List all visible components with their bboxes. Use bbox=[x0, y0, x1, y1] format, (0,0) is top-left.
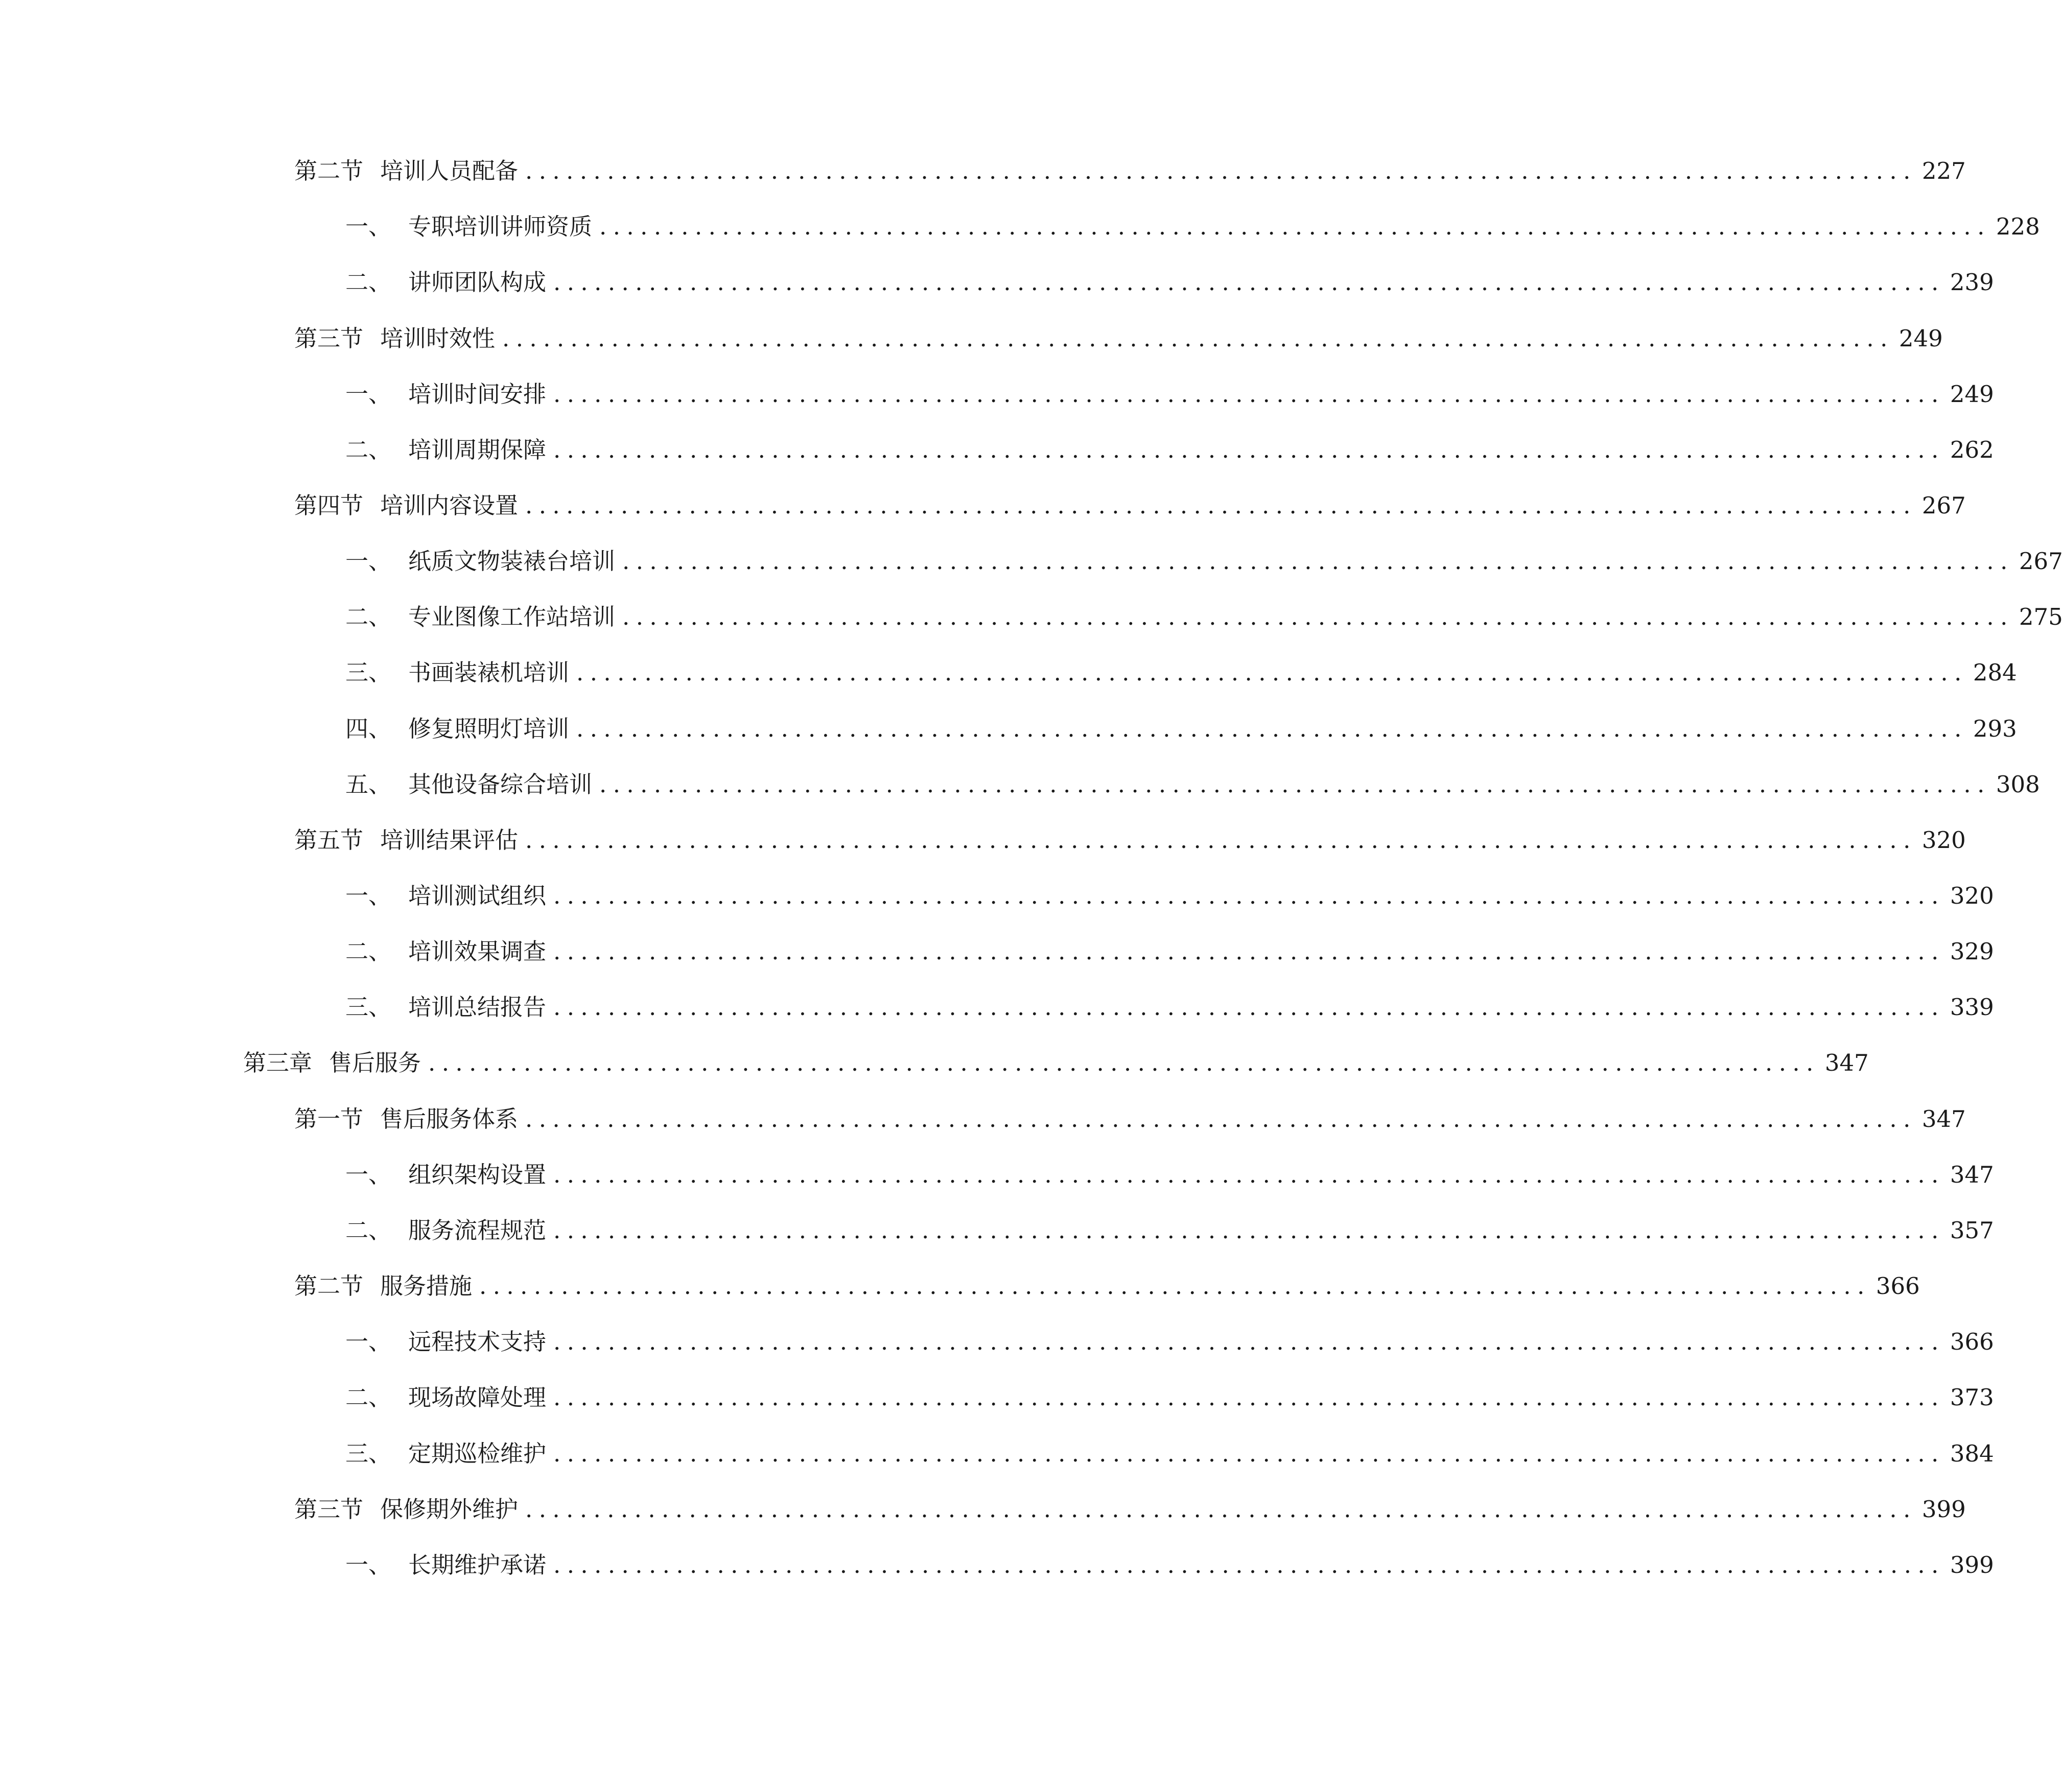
toc-entry-number: 一、 bbox=[345, 381, 392, 408]
toc-entry-number: 三、 bbox=[345, 994, 392, 1021]
toc-entry-page: 293 bbox=[1973, 715, 2017, 742]
toc-entry-title: 修复照明灯培训 bbox=[408, 715, 570, 742]
toc-entry-page: 239 bbox=[1950, 269, 1994, 296]
toc-entry-item[interactable] bbox=[345, 989, 1994, 1025]
toc-entry-title: 其他设备综合培训 bbox=[408, 771, 593, 798]
toc-entry-number: 第五节 bbox=[294, 827, 364, 854]
toc-entry-number: 二、 bbox=[345, 938, 392, 965]
toc-entry-title: 培训时效性 bbox=[380, 325, 496, 352]
toc-entry-item[interactable] bbox=[345, 767, 2040, 803]
toc-entry-title: 书画装裱机培训 bbox=[408, 659, 570, 686]
toc-entry-section[interactable] bbox=[294, 488, 1966, 524]
toc-entry-number: 第二节 bbox=[294, 1272, 364, 1300]
toc-entry-page: 347 bbox=[1921, 1105, 1966, 1133]
toc-entry-chapter[interactable] bbox=[243, 1045, 1869, 1081]
dot-leader: ...................................................................................................... bbox=[553, 882, 1945, 909]
toc-entry-title: 售后服务体系 bbox=[380, 1105, 519, 1133]
toc-entry-item[interactable] bbox=[345, 599, 2063, 635]
toc-entry-number: 三、 bbox=[345, 1440, 392, 1467]
toc-entry-section[interactable] bbox=[294, 1492, 1966, 1527]
dot-leader: ...................................................................................................... bbox=[553, 381, 1945, 408]
dot-leader: ...................................................................................................... bbox=[525, 492, 1917, 519]
toc-entry-page: 373 bbox=[1950, 1384, 1994, 1411]
toc-entry-item[interactable] bbox=[345, 878, 1994, 914]
dot-leader: ...................................................................................................... bbox=[428, 1049, 1820, 1076]
toc-entry-title: 专业图像工作站培训 bbox=[408, 603, 616, 630]
toc-entry-item[interactable] bbox=[345, 1380, 1994, 1416]
toc-entry-number: 第四节 bbox=[294, 492, 364, 519]
dot-leader: ...................................................................................................... bbox=[576, 715, 1968, 742]
dot-leader: ...................................................................................................... bbox=[502, 325, 1894, 352]
dot-leader: ...................................................................................................... bbox=[479, 1272, 1871, 1300]
toc-entry-title: 培训内容设置 bbox=[380, 492, 519, 519]
dot-leader: ...................................................................................................... bbox=[553, 1328, 1945, 1355]
toc-entry-page: 267 bbox=[1921, 492, 1966, 519]
toc-entry-item[interactable] bbox=[345, 544, 2063, 579]
dot-leader: ...................................................................................................... bbox=[553, 1217, 1945, 1244]
toc-entry-item[interactable] bbox=[345, 934, 1994, 970]
dot-leader: ...................................................................................................... bbox=[599, 771, 1991, 798]
toc-entry-item[interactable] bbox=[345, 265, 1994, 300]
toc-entry-title: 保修期外维护 bbox=[380, 1496, 519, 1523]
toc-entry-section[interactable] bbox=[294, 321, 1943, 357]
dot-leader: ...................................................................................................... bbox=[599, 213, 1991, 240]
toc-entry-title: 长期维护承诺 bbox=[408, 1551, 547, 1578]
toc-entry-item[interactable] bbox=[345, 711, 2017, 747]
toc-entry-number: 三、 bbox=[345, 659, 392, 686]
toc-entry-title: 定期巡检维护 bbox=[408, 1440, 547, 1467]
toc-entry-title: 培训测试组织 bbox=[408, 882, 547, 909]
toc-entry-page: 366 bbox=[1950, 1328, 1994, 1355]
toc-entry-item[interactable] bbox=[345, 1436, 1994, 1472]
toc-entry-number: 四、 bbox=[345, 715, 392, 742]
toc-entry-page: 275 bbox=[2019, 603, 2063, 630]
toc-entry-number: 一、 bbox=[345, 1328, 392, 1355]
dot-leader: ...................................................................................................... bbox=[553, 994, 1945, 1021]
toc-entry-number: 第二节 bbox=[294, 157, 364, 184]
toc-entry-title: 服务流程规范 bbox=[408, 1217, 547, 1244]
toc-entry-item[interactable] bbox=[345, 376, 1994, 412]
toc-entry-number: 一、 bbox=[345, 1551, 392, 1578]
dot-leader: ...................................................................................................... bbox=[576, 659, 1968, 686]
toc-entry-title: 培训结果评估 bbox=[380, 827, 519, 854]
toc-entry-number: 第三章 bbox=[243, 1049, 313, 1076]
toc-entry-page: 357 bbox=[1950, 1217, 1994, 1244]
dot-leader: ...................................................................................................... bbox=[553, 938, 1945, 965]
toc-entry-page: 284 bbox=[1973, 659, 2017, 686]
toc-entry-section[interactable] bbox=[294, 153, 1966, 189]
toc-entry-number: 二、 bbox=[345, 1217, 392, 1244]
toc-entry-title: 服务措施 bbox=[380, 1272, 473, 1300]
toc-entry-number: 一、 bbox=[345, 548, 392, 575]
toc-entry-title: 专职培训讲师资质 bbox=[408, 213, 593, 240]
toc-entry-page: 262 bbox=[1950, 436, 1994, 463]
toc-entry-page: 347 bbox=[1824, 1049, 1869, 1076]
toc-entry-title: 培训时间安排 bbox=[408, 381, 547, 408]
dot-leader: ...................................................................................................... bbox=[525, 1496, 1917, 1523]
toc-entry-item[interactable] bbox=[345, 655, 2017, 691]
dot-leader: ...................................................................................................... bbox=[525, 1105, 1917, 1133]
dot-leader: ...................................................................................................... bbox=[553, 1440, 1945, 1467]
dot-leader: ...................................................................................................... bbox=[622, 548, 2014, 575]
toc-entry-title: 培训效果调查 bbox=[408, 938, 547, 965]
toc-entry-page: 329 bbox=[1950, 938, 1994, 965]
toc-entry-title: 远程技术支持 bbox=[408, 1328, 547, 1355]
toc-entry-title: 培训人员配备 bbox=[380, 157, 519, 184]
toc-entry-number: 一、 bbox=[345, 882, 392, 909]
toc-entry-title: 纸质文物装裱台培训 bbox=[408, 548, 616, 575]
toc-entry-number: 二、 bbox=[345, 269, 392, 296]
toc-entry-item[interactable] bbox=[345, 432, 1994, 468]
toc-entry-title: 售后服务 bbox=[329, 1049, 421, 1076]
toc-entry-page: 228 bbox=[1996, 213, 2040, 240]
toc-entry-section[interactable] bbox=[294, 822, 1966, 858]
dot-leader: ...................................................................................................... bbox=[553, 1551, 1945, 1578]
toc-entry-item[interactable] bbox=[345, 1157, 1994, 1193]
toc-entry-section[interactable] bbox=[294, 1268, 1920, 1304]
toc-entry-page: 249 bbox=[1898, 325, 1943, 352]
toc-entry-title: 讲师团队构成 bbox=[408, 269, 547, 296]
toc-entry-page: 320 bbox=[1950, 882, 1994, 909]
toc-entry-number: 一、 bbox=[345, 213, 392, 240]
toc-entry-item[interactable] bbox=[345, 1547, 1994, 1583]
toc-entry-page: 308 bbox=[1996, 771, 2040, 798]
toc-entry-page: 227 bbox=[1921, 157, 1966, 184]
toc-entry-number: 第一节 bbox=[294, 1105, 364, 1133]
toc-entry-number: 一、 bbox=[345, 1161, 392, 1188]
toc-entry-page: 249 bbox=[1950, 381, 1994, 408]
toc-entry-item[interactable] bbox=[345, 1324, 1994, 1360]
toc-entry-number: 二、 bbox=[345, 603, 392, 630]
toc-entry-item[interactable] bbox=[345, 1213, 1994, 1248]
toc-entry-title: 组织架构设置 bbox=[408, 1161, 547, 1188]
dot-leader: ...................................................................................................... bbox=[553, 269, 1945, 296]
toc-entry-page: 339 bbox=[1950, 994, 1994, 1021]
toc-entry-number: 二、 bbox=[345, 1384, 392, 1411]
dot-leader: ...................................................................................................... bbox=[622, 603, 2014, 630]
toc-entry-page: 384 bbox=[1950, 1440, 1994, 1467]
dot-leader: ...................................................................................................... bbox=[553, 436, 1945, 463]
toc-entry-number: 五、 bbox=[345, 771, 392, 798]
toc-entry-page: 399 bbox=[1950, 1551, 1994, 1578]
toc-entry-page: 267 bbox=[2019, 548, 2063, 575]
toc-entry-page: 399 bbox=[1921, 1496, 1966, 1523]
toc-entry-section[interactable] bbox=[294, 1101, 1966, 1137]
toc-entry-number: 第三节 bbox=[294, 325, 364, 352]
toc-entry-page: 320 bbox=[1921, 827, 1966, 854]
toc-entry-page: 347 bbox=[1950, 1161, 1994, 1188]
dot-leader: ...................................................................................................... bbox=[553, 1384, 1945, 1411]
dot-leader: ...................................................................................................... bbox=[525, 157, 1917, 184]
dot-leader: ...................................................................................................... bbox=[525, 827, 1917, 854]
dot-leader: ...................................................................................................... bbox=[553, 1161, 1945, 1188]
toc-entry-title: 现场故障处理 bbox=[408, 1384, 547, 1411]
toc-entry-number: 第三节 bbox=[294, 1496, 364, 1523]
toc-entry-item[interactable] bbox=[345, 209, 2040, 245]
toc-entry-title: 培训总结报告 bbox=[408, 994, 547, 1021]
toc-entry-number: 二、 bbox=[345, 436, 392, 463]
toc-entry-page: 366 bbox=[1876, 1272, 1920, 1300]
toc-entry-title: 培训周期保障 bbox=[408, 436, 547, 463]
